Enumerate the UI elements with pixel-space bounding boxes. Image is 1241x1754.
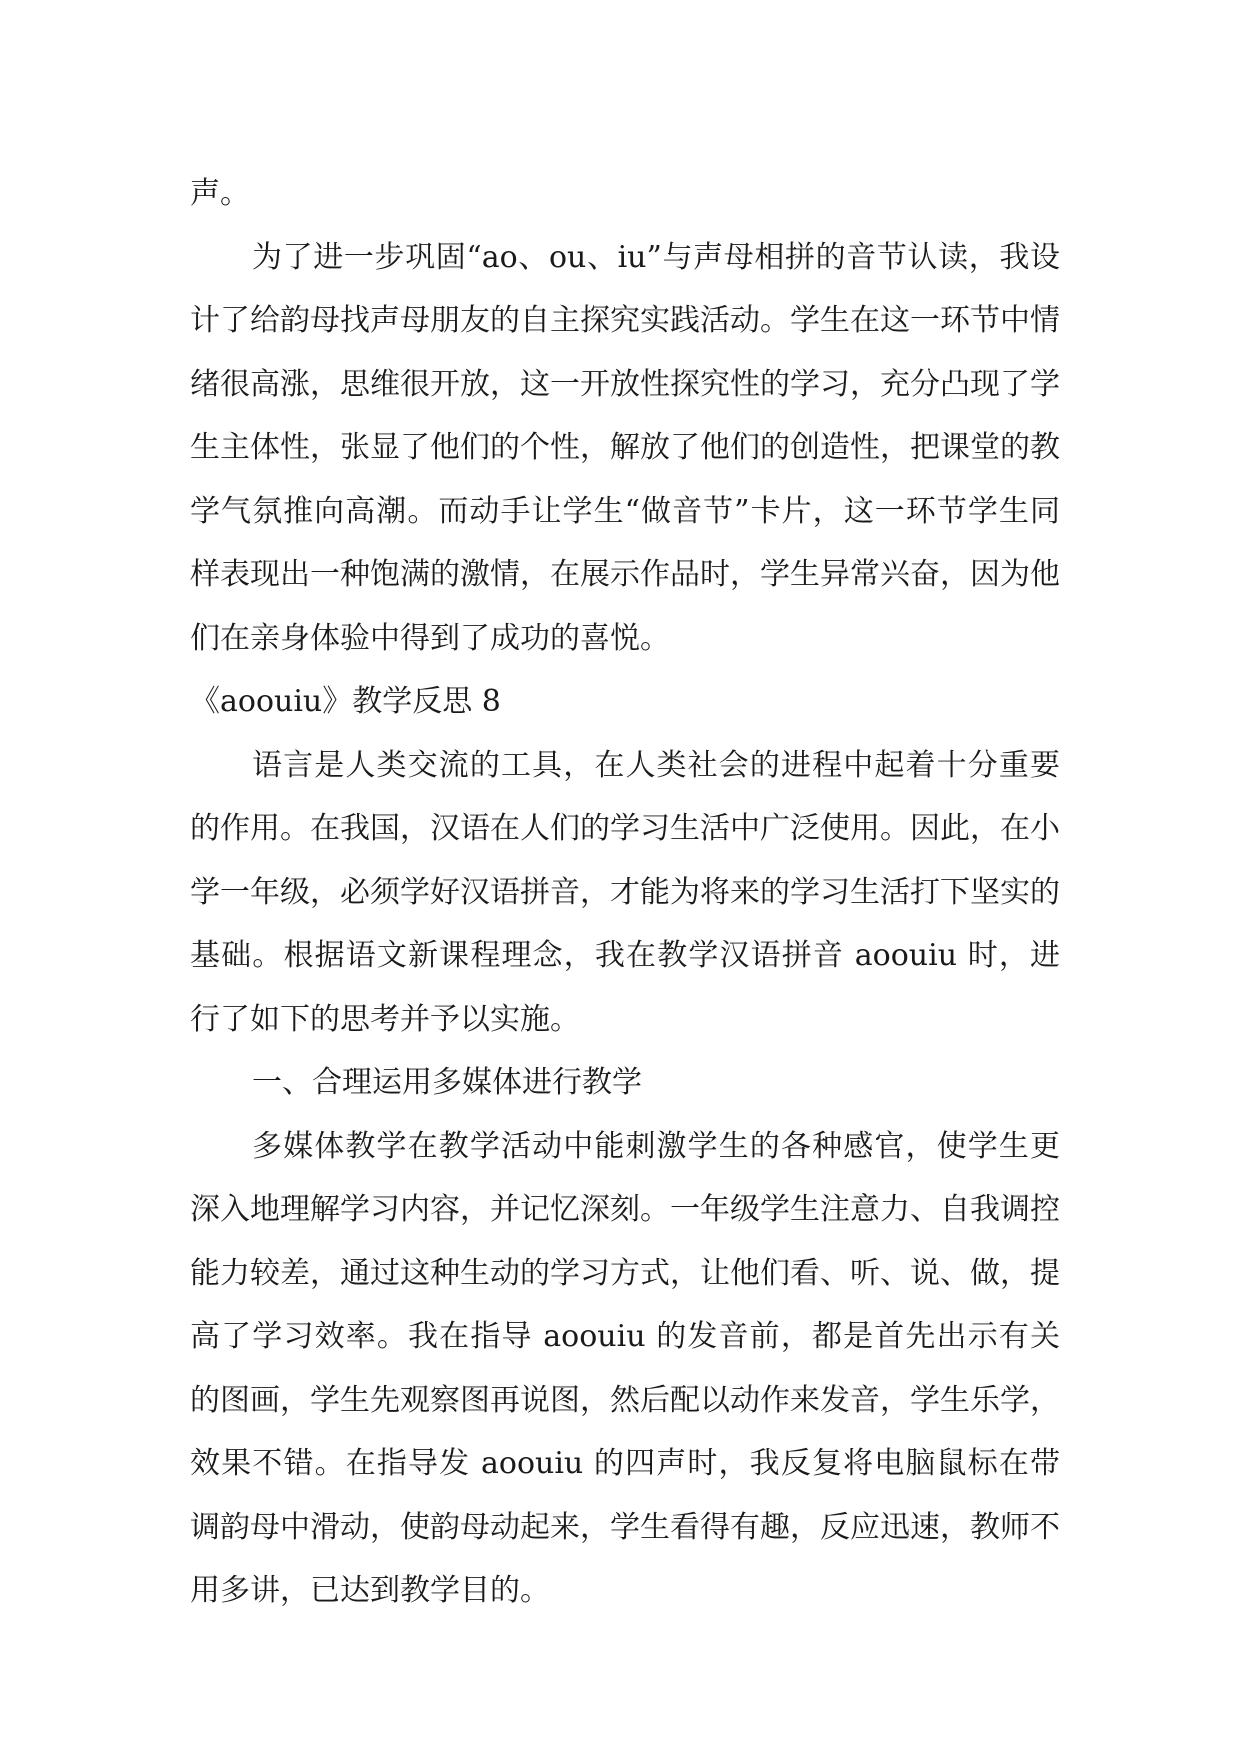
subheading-multimedia: 一、合理运用多媒体进行教学 [252, 1065, 642, 1100]
document-body [190, 162, 1060, 1623]
paragraph-continuation: 声。 [190, 176, 250, 211]
paragraph-syllable-practice: 为了进一步巩固“ao、ou、iu”与声母相拼的音节认读，我设计了给韵母找声母朋友的自主探究实践活动。学生在这一环节中情绪很高涨，思维很开放，这一开放性探究性的学习，充分凸现了学生主体性，张显了他们的个性，解放了他们的创造性，把课堂的教学气氛推向高潮。而动手让学生“做音节”卡片，这一环节学生同样表现出一种饱满的激情，在展示作品时，学生异常兴奋，因为他们在亲身体验中得到了成功的喜悦。 [190, 239, 1060, 656]
paragraph-introduction: 语言是人类交流的工具，在人类社会的进程中起着十分重要的作用。在我国，汉语在人们的学习生活中广泛使用。因此，在小学一年级，必须学好汉语拼音，才能为将来的学习生活打下坚实的基础。根据语文新课程理念，我在教学汉语拼音 aoouiu 时，进行了如下的思考并予以实施。 [190, 747, 1060, 1037]
paragraph-multimedia: 多媒体教学在教学活动中能刺激学生的各种感官，使学生更深入地理解学习内容，并记忆深刻。一年级学生注意力、自我调控能力较差，通过这种生动的学习方式，让他们看、听、说、做，提高了学习效率。我在指导 aoouiu 的发音前，都是首先出示有关的图画，学生先观察图再说图，然后配以动作来发音，学生乐学，效果不错。在指导发 aoouiu 的四声时，我反复将电脑鼠标在带调韵母中滑动，使韵母动起来，学生看得有趣，反应迅速，教师不用多讲，已达到教学目的。 [190, 1128, 1060, 1608]
section-title: 《aoouiu》教学反思 8 [190, 684, 501, 719]
